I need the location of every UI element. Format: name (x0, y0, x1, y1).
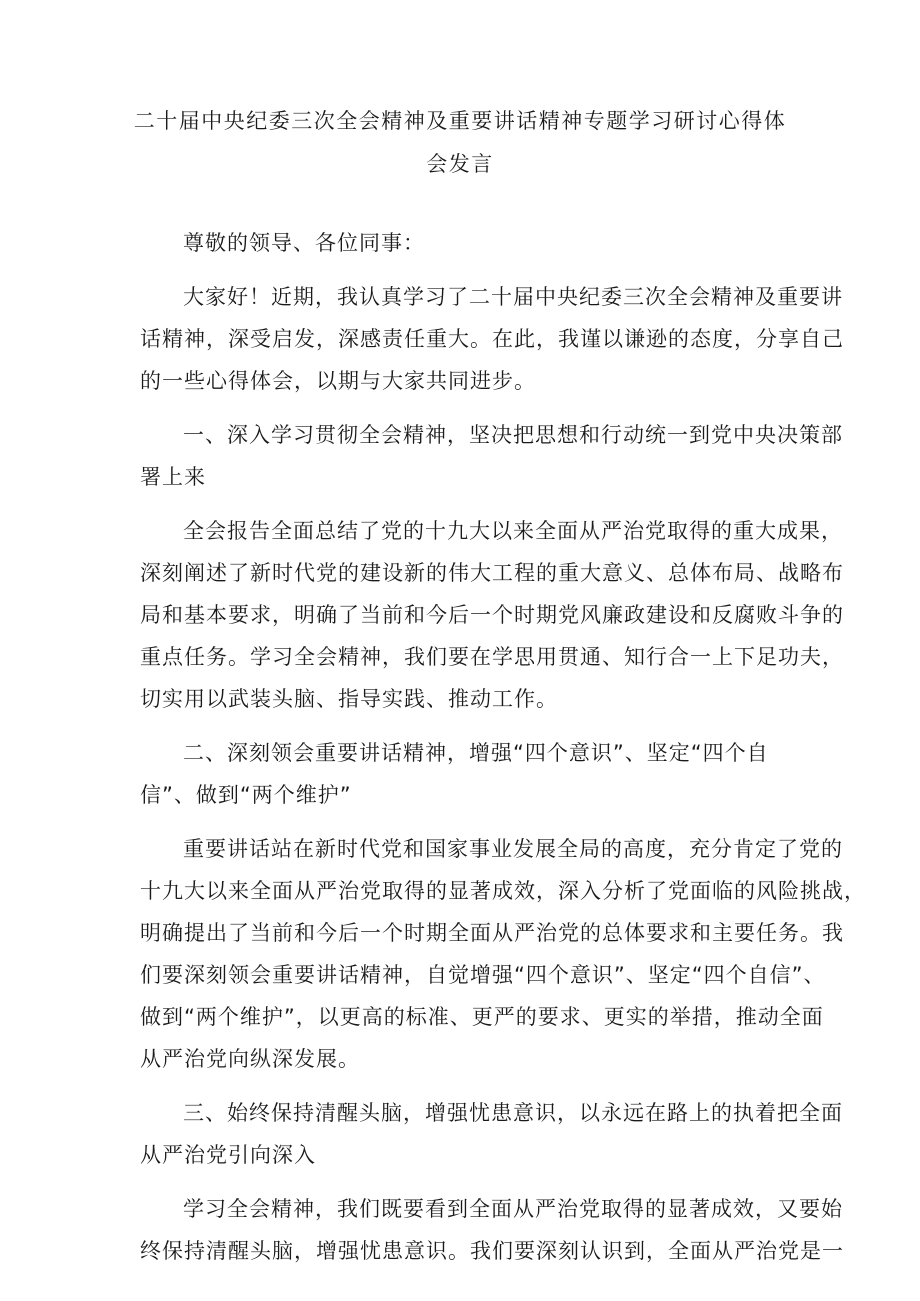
paragraph-line: 全会报告全面总结了党的十九大以来全面从严治党取得的重大成果， (183, 519, 843, 543)
document-title-line-2: 会发言 (426, 152, 494, 176)
paragraph-line: 做到“两个维护”，以更高的标准、更严的要求、更实的举措，推动全面 (140, 1005, 824, 1029)
paragraph-line: 从严治党向纵深发展。 (140, 1047, 360, 1071)
paragraph-line: 话精神，深受启发，深感责任重大。在此，我谨以谦逊的态度，分享自己 (140, 327, 844, 351)
section-heading-line: 信”、做到“两个维护” (140, 783, 352, 807)
section-heading-line: 署上来 (140, 465, 206, 489)
section-heading-line: 三、始终保持清醒头脑，增强忧患意识，以永远在路上的执着把全面 (183, 1101, 843, 1125)
paragraph-line: 们要深刻领会重要讲话精神，自觉增强“四个意识”、坚定“四个自信”、 (140, 963, 826, 987)
section-heading-line: 二、深刻领会重要讲话精神，增强“四个意识”、坚定“四个自 (183, 741, 769, 765)
paragraph-line: 的一些心得体会，以期与大家共同进步。 (140, 369, 536, 393)
section-heading-line: 从严治党引向深入 (140, 1143, 316, 1167)
section-heading-line: 一、深入学习贯彻全会精神，坚决把思想和行动统一到党中央决策部 (183, 423, 843, 447)
paragraph-line: 学习全会精神，我们既要看到全面从严治党取得的显著成效，又要始 (183, 1197, 843, 1221)
document-title-line-1: 二十届中央纪委三次全会精神及重要讲话精神专题学习研讨心得体 (133, 109, 787, 133)
paragraph-line: 切实用以武装头脑、指导实践、推动工作。 (140, 687, 558, 711)
salutation: 尊敬的领导、各位同事： (183, 231, 425, 255)
paragraph-line: 重点任务。学习全会精神，我们要在学思用贯通、知行合一上下足功夫， (140, 645, 844, 669)
paragraph-line: 大家好！近期，我认真学习了二十届中央纪委三次全会精神及重要讲 (183, 285, 843, 309)
paragraph-line: 深刻阐述了新时代党的建设新的伟大工程的重大意义、总体布局、战略布 (140, 561, 844, 585)
paragraph-line: 重要讲话站在新时代党和国家事业发展全局的高度，充分肯定了党的 (183, 837, 843, 861)
paragraph-line: 明确提出了当前和今后一个时期全面从严治党的总体要求和主要任务。我 (140, 921, 844, 945)
paragraph-line: 局和基本要求，明确了当前和今后一个时期党风廉政建设和反腐败斗争的 (140, 603, 844, 627)
paragraph-line: 终保持清醒头脑，增强忧患意识。我们要深刻认识到，全面从严治党是一 (140, 1239, 844, 1263)
paragraph-line: 十九大以来全面从严治党取得的显著成效，深入分析了党面临的风险挑战， (140, 879, 866, 903)
